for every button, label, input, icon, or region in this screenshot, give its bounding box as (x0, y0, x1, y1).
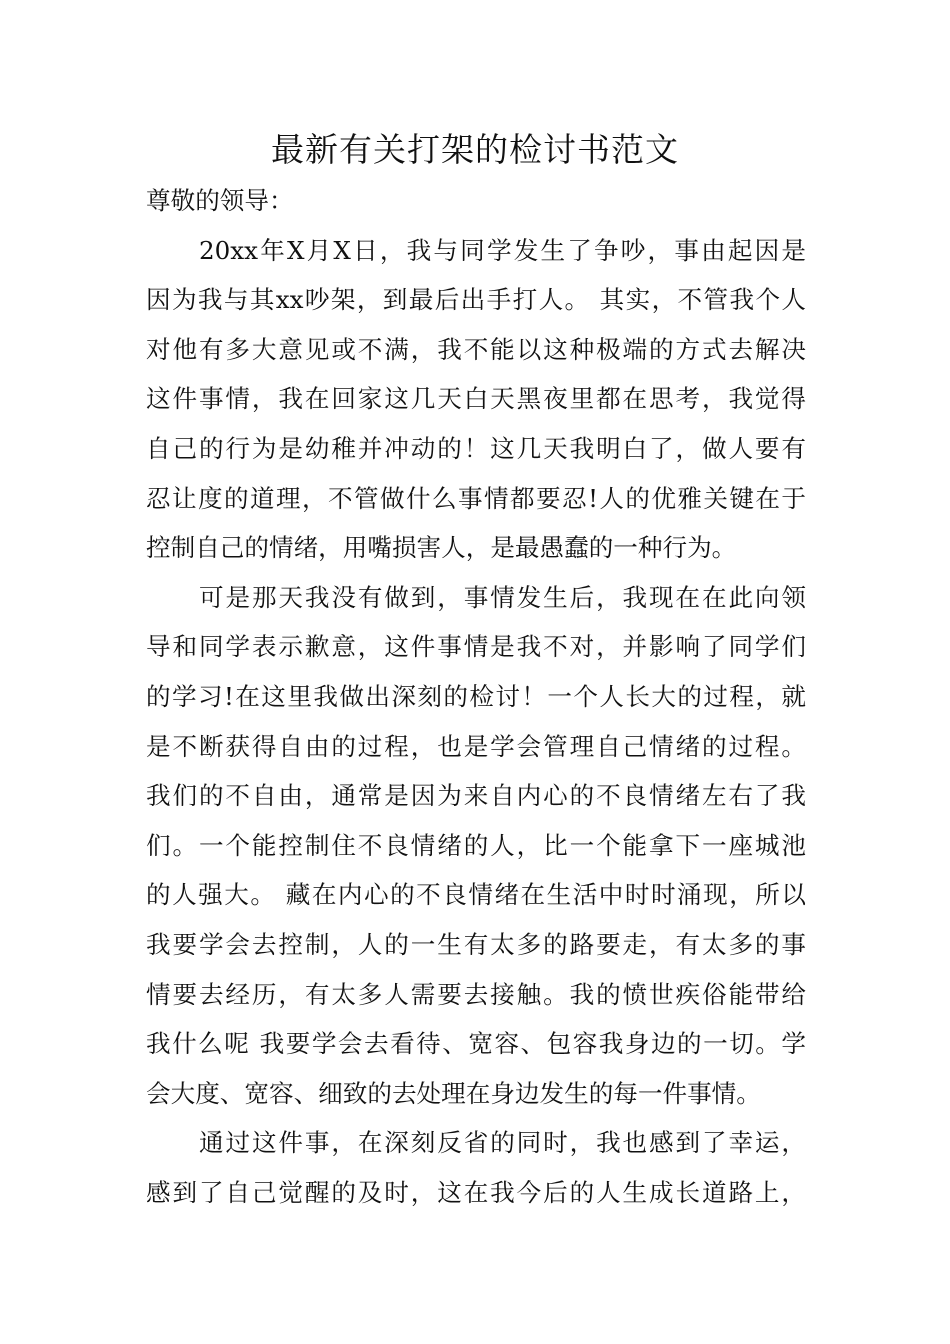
paragraph-line: 的人强大。 藏在内心的不良情绪在生活中时时涌现，所以 (146, 880, 806, 910)
paragraph-line: 情要去经历，有太多人需要去接触。我的愤世疾俗能带给 (146, 979, 806, 1009)
paragraph-line: 我要学会去控制，人的一生有太多的路要走，有太多的事 (146, 929, 806, 959)
paragraph-line: 控制自己的情绪，用嘴损害人，是最愚蠢的一种行为。 (146, 533, 737, 563)
paragraph-line: 可是那天我没有做到，事情发生后，我现在在此向领 (199, 582, 806, 612)
paragraph-line: 导和同学表示歉意，这件事情是我不对，并影响了同学们 (146, 632, 806, 662)
paragraph-line: 对他有多大意见或不满，我不能以这种极端的方式去解决 (146, 334, 806, 364)
paragraph-line: 我什么呢 我要学会去看待、宽容、包容我身边的一切。学 (146, 1029, 806, 1059)
paragraph-line: 自己的行为是幼稚并冲动的！这几天我明白了，做人要有 (146, 433, 806, 463)
paragraph-line: 们。一个能控制住不良情绪的人，比一个能拿下一座城池 (146, 830, 806, 860)
paragraph-line: 是不断获得自由的过程，也是学会管理自己情绪的过程。 (146, 731, 806, 761)
paragraph-line: 这件事情，我在回家这几天白天黑夜里都在思考，我觉得 (146, 384, 806, 414)
paragraph-line: 我们的不自由，通常是因为来自内心的不良情绪左右了我 (146, 781, 806, 811)
salutation: 尊敬的领导： (146, 186, 294, 215)
paragraph-line: 感到了自己觉醒的及时，这在我今后的人生成长道路上， (146, 1177, 806, 1207)
paragraph-3 (146, 1118, 806, 1217)
document-body (146, 176, 806, 1217)
paragraph-line: 的学习!在这里我做出深刻的检讨！一个人长大的过程，就 (146, 681, 806, 711)
paragraph-line: 20xx年X月X日，我与同学发生了争吵，事由起因是 (199, 235, 806, 265)
paragraph-line: 因为我与其xx吵架，到最后出手打人。 其实，不管我个人 (146, 285, 806, 315)
paragraph-2 (146, 573, 806, 1119)
paragraph-line: 忍让度的道理，不管做什么事情都要忍!人的优雅关键在于 (146, 483, 806, 513)
paragraph-line: 通过这件事，在深刻反省的同时，我也感到了幸运， (199, 1128, 806, 1158)
paragraph-line: 会大度、宽容、细致的去处理在身边发生的每一件事情。 (146, 1078, 761, 1108)
document-title: 最新有关打架的检讨书范文 (271, 130, 679, 169)
paragraph-1 (146, 226, 806, 573)
